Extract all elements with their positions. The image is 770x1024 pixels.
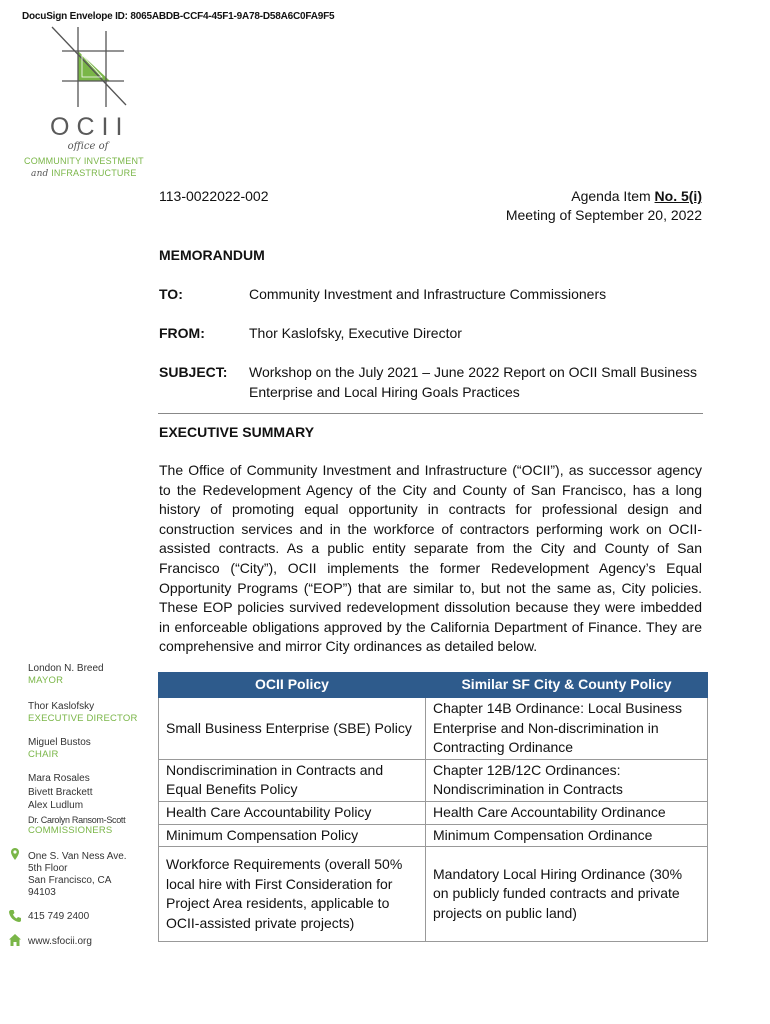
docusign-envelope-id: DocuSign Envelope ID: 8065ABDB-CCF4-45F1-9A78-D58A6C0FA9F5 xyxy=(22,11,335,22)
logo-infrastructure-text: INFRASTRUCTURE xyxy=(51,168,137,178)
website-link[interactable]: www.sfocii.org xyxy=(28,936,92,947)
director-role: EXECUTIVE DIRECTOR xyxy=(28,713,138,724)
column-header-ocii-policy: OCII Policy xyxy=(159,673,426,698)
table-cell: Chapter 12B/12C Ordinances: Nondiscrimination in Contracts xyxy=(426,759,708,801)
table-cell: Health Care Accountability Policy xyxy=(159,801,426,824)
table-row xyxy=(159,847,708,942)
to-label: TO: xyxy=(159,286,183,302)
to-value: Community Investment and Infrastructure Commissioners xyxy=(249,286,607,302)
ocii-logo-icon xyxy=(48,25,132,109)
commissioners-role: COMMISSIONERS xyxy=(28,825,113,836)
subject-label: SUBJECT: xyxy=(159,364,228,380)
table-cell: Minimum Compensation Ordinance xyxy=(426,824,708,847)
reference-number: 113-0022022-002 xyxy=(159,188,269,204)
table-row xyxy=(159,759,708,801)
table-cell: Health Care Accountability Ordinance xyxy=(426,801,708,824)
address-line: One S. Van Ness Ave. xyxy=(28,851,127,862)
agenda-item-number: No. 5(i) xyxy=(654,188,702,204)
table-cell: Chapter 14B Ordinance: Local Business Enterprise and Non-discrimination in Contracting Ordinance xyxy=(426,698,708,760)
logo-community-investment: COMMUNITY INVESTMENT xyxy=(24,156,144,166)
table-cell: Mandatory Local Hiring Ordinance (30% on publicly funded contracts and private projects on public land) xyxy=(426,847,708,942)
mayor-role: MAYOR xyxy=(28,675,64,686)
executive-summary-heading: EXECUTIVE SUMMARY xyxy=(159,424,315,440)
from-value: Thor Kaslofsky, Executive Director xyxy=(249,325,462,341)
phone-icon xyxy=(8,909,22,923)
from-label: FROM: xyxy=(159,325,205,341)
policy-comparison-table xyxy=(158,672,708,942)
memo-title: MEMORANDUM xyxy=(159,247,265,263)
divider xyxy=(158,413,703,414)
table-row xyxy=(159,824,708,847)
logo-name: OCII xyxy=(50,113,130,141)
home-icon xyxy=(8,933,22,947)
table-header-row xyxy=(159,673,708,698)
executive-summary-paragraph: The Office of Community Investment and Infrastructure (“OCII”), as successor agency to the Redevelopment Agency of the City and County of San Francisco, has a long history of promoting equal opportunity in contracts for professional design and construction services and in the workforce of contractors performing work on OCII-assisted contracts. As a public entity separate from the City and County of San Francisco (“City”), OCII implements the former Redevelopment Agency’s Equal Opportunity Programs (“EOP”) that are similar to, but not the same as, City policies. These EOP policies survived redevelopment dissolution because they were imbedded in enforceable obligations approved by the California Department of Finance. They are comprehensive and mirror City ordinances as detailed below. xyxy=(159,462,702,655)
table-cell: Small Business Enterprise (SBE) Policy xyxy=(159,698,426,760)
commissioner-name: Dr. Carolyn Ransom-Scott xyxy=(28,815,126,825)
agenda-item-prefix: Agenda Item xyxy=(571,188,655,204)
location-pin-icon xyxy=(8,847,22,861)
table-row xyxy=(159,801,708,824)
commissioner-name: Alex Ludlum xyxy=(28,800,84,811)
chair-role: CHAIR xyxy=(28,749,59,760)
column-header-sf-policy: Similar SF City & County Policy xyxy=(426,673,708,698)
logo-office-of: office of xyxy=(67,141,109,152)
table-cell: Minimum Compensation Policy xyxy=(159,824,426,847)
mayor-name: London N. Breed xyxy=(28,663,104,674)
subject-value: Workshop on the July 2021 – June 2022 Report on OCII Small Business Enterprise and Local Hiring Goals Practices xyxy=(249,364,697,400)
chair-name: Miguel Bustos xyxy=(28,737,91,748)
phone-number: 415 749 2400 xyxy=(28,911,90,922)
director-name: Thor Kaslofsky xyxy=(28,701,95,712)
commissioner-name: Mara Rosales xyxy=(28,773,90,784)
address-line: 94103 xyxy=(28,887,56,898)
table-cell: Nondiscrimination in Contracts and Equal Benefits Policy xyxy=(159,759,426,801)
logo-infrastructure xyxy=(31,168,151,179)
meeting-date: Meeting of September 20, 2022 xyxy=(505,207,702,223)
address xyxy=(28,851,127,899)
table-cell: Workforce Requirements (overall 50% local hire with First Consideration for Project Area residents, applicable to OCII-assisted private projects) xyxy=(159,847,426,942)
logo-and: and xyxy=(31,169,49,179)
commissioner-name: Bivett Brackett xyxy=(28,787,93,798)
agenda-item xyxy=(420,187,702,207)
address-line: San Francisco, CA xyxy=(28,875,112,886)
table-row xyxy=(159,698,708,760)
address-line: 5th Floor xyxy=(28,863,68,874)
